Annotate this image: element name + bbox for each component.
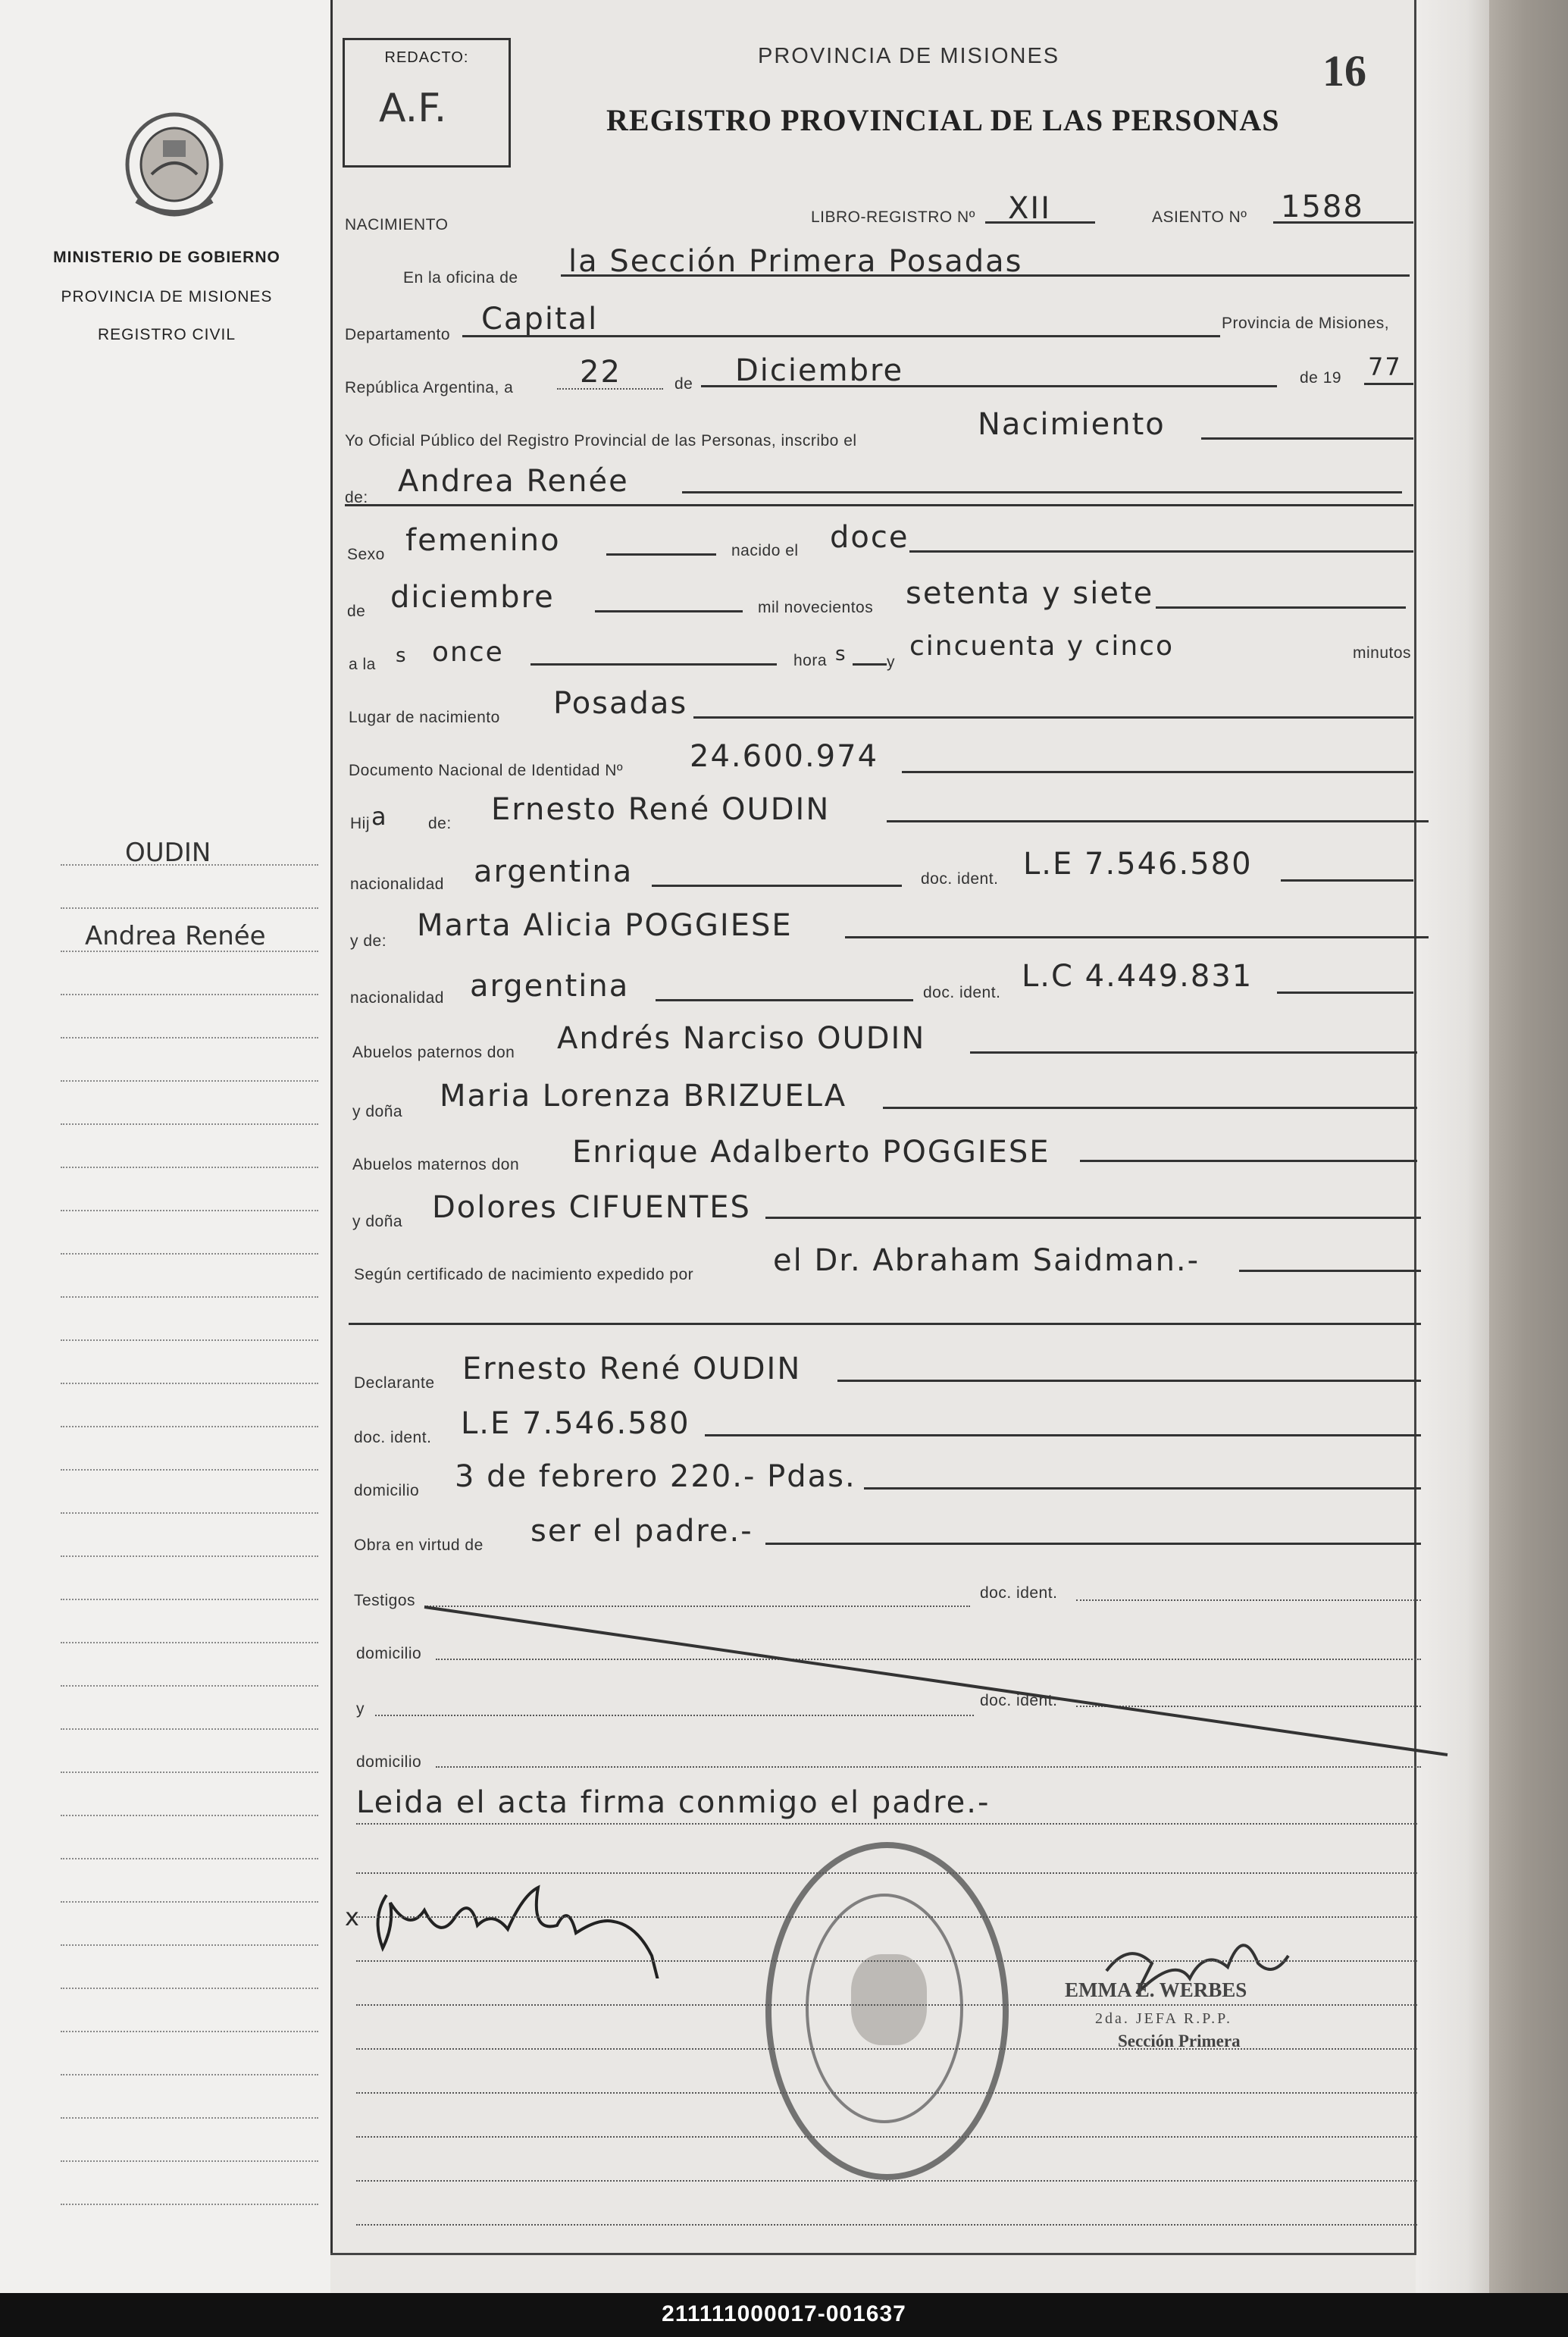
margin-ruled-line [61, 1512, 318, 1514]
form-ruled-line [356, 2136, 1417, 2138]
abuelo-mat-value: Enrique Adalberto POGGIESE [572, 1135, 1050, 1170]
obra-label: Obra en virtud de [354, 1537, 484, 1554]
sexo-value: femenino [405, 523, 561, 558]
declarante-value: Ernesto René OUDIN [462, 1352, 802, 1386]
margin-ruled-line [61, 2204, 318, 2205]
province-heading: PROVINCIA DE MISIONES [758, 44, 1060, 68]
sexo-label: Sexo [347, 546, 385, 563]
margin-ruled-line [61, 1988, 318, 1989]
abuelos-mat-label: Abuelos maternos don [352, 1156, 520, 1173]
month2-value: diciembre [390, 580, 555, 615]
day-value: 22 [580, 355, 621, 390]
month-line [701, 385, 1277, 387]
dni-line [902, 771, 1413, 773]
margin-ruled-line [61, 864, 318, 866]
name-line [682, 491, 1402, 493]
year-words-line [1156, 606, 1406, 609]
y-minutes-label: y [887, 653, 895, 671]
oficina-label: En la oficina de [403, 269, 518, 287]
form-ruled-line [356, 2224, 1417, 2226]
asiento-line [1273, 221, 1413, 224]
abuelo-pat-line [970, 1051, 1417, 1054]
margin-surname: OUDIN [125, 838, 211, 868]
margin-ruled-line [61, 1469, 318, 1471]
redacto-label: REDACTO: [384, 49, 469, 66]
form-ruled-line [356, 2092, 1417, 2094]
margin-ruled-line [61, 1642, 318, 1643]
domicilio-value: 3 de febrero 220.- Pdas. [455, 1459, 856, 1494]
mil-label: mil novecientos [758, 599, 874, 616]
father-nat-line [652, 885, 902, 887]
margin-ruled-line [61, 1858, 318, 1859]
margin-ruled-line [61, 2074, 318, 2075]
father-doc-value: L.E 7.546.580 [1023, 847, 1253, 882]
declarante-line [837, 1380, 1421, 1382]
abuela-pat-line [883, 1107, 1417, 1109]
mother-value: Marta Alicia POGGIESE [417, 908, 793, 943]
abuela-pat-value: Maria Lorenza BRIZUELA [440, 1079, 847, 1114]
month2-de-label: de [347, 603, 366, 620]
stamp-emblem-icon [851, 1954, 927, 2045]
nacido-line [909, 550, 1413, 553]
obra-line [765, 1543, 1421, 1545]
nacido-label: nacido el [731, 542, 799, 559]
margin-ruled-line [61, 1901, 318, 1903]
official-role: 2da. JEFA R.P.P. [1095, 2010, 1233, 2027]
horas-suffix-line [853, 663, 887, 666]
mother-label: y de: [350, 932, 387, 950]
mother-line [845, 936, 1429, 938]
margin-ruled-line [61, 1944, 318, 1946]
lugar-label: Lugar de nacimiento [349, 709, 500, 726]
hora-line [530, 663, 777, 666]
margin-ruled-line [61, 1426, 318, 1427]
registry-heading: REGISTRO PROVINCIAL DE LAS PERSONAS [606, 103, 1280, 137]
abuelo-mat-line [1080, 1160, 1417, 1162]
horas-suffix: s [835, 643, 847, 666]
father-nat-label: nacionalidad [350, 876, 444, 893]
margin-ruled-line [61, 1210, 318, 1211]
decl-doc-label: doc. ident. [354, 1429, 432, 1446]
mother-doc-line [1277, 992, 1413, 994]
segun-label: Según certificado de nacimiento expedido por [354, 1266, 694, 1283]
ala-suffix: s [396, 644, 408, 667]
oficial-label: Yo Oficial Público del Registro Provincial de las Personas, inscribo el [345, 432, 857, 450]
testigo-2-domicilio-label: domicilio [356, 1753, 422, 1771]
margin-ruled-line [61, 2117, 318, 2119]
mother-nat-value: argentina [470, 969, 630, 1004]
year-words-value: setenta y siete [906, 576, 1154, 611]
departamento-label: Departamento [345, 326, 451, 343]
official-section: Sección Primera [1118, 2032, 1241, 2050]
year-value: 77 [1368, 352, 1402, 381]
abuelos-pat-label: Abuelos paternos don [352, 1044, 515, 1061]
margin-ruled-line [61, 907, 318, 909]
margin-ruled-line [61, 1296, 318, 1298]
ministry-civil-registry: REGISTRO CIVIL [97, 326, 236, 343]
name-value: Andrea Renée [398, 464, 629, 499]
segun-line [1239, 1270, 1421, 1272]
oficina-line [561, 274, 1410, 277]
name-line-2 [345, 504, 1413, 506]
official-name: EMMA E. WERBES [1065, 1978, 1247, 2001]
segun-value: el Dr. Abraham Saidman.- [773, 1243, 1200, 1278]
testigo-1-doc-label: doc. ident. [980, 1584, 1058, 1602]
margin-ruled-line [61, 1685, 318, 1687]
asiento-value: 1588 [1281, 190, 1364, 224]
hora-value: once [432, 637, 504, 668]
segun-line-2 [349, 1323, 1421, 1325]
margin-ruled-line [61, 1772, 318, 1773]
abuelo-pat-value: Andrés Narciso OUDIN [557, 1021, 926, 1056]
libro-value: XII [1008, 191, 1051, 226]
folio-number: 16 [1322, 46, 1366, 96]
name-de-label: de: [345, 489, 368, 506]
day-line [557, 388, 663, 390]
redacto-box [343, 38, 511, 168]
margin-ruled-line [61, 994, 318, 995]
father-doc-label: doc. ident. [921, 870, 999, 888]
margin-divider [330, 0, 333, 2255]
form-ruled-line [356, 1872, 1417, 1874]
month2-line [595, 610, 743, 612]
ala-label: a la [349, 656, 376, 673]
official-stamp [765, 1842, 1009, 2180]
margin-ruled-line [61, 1080, 318, 1082]
oficial-value: Nacimiento [978, 407, 1166, 442]
abuela-pat-label: y doña [352, 1103, 403, 1120]
libro-label: LIBRO-REGISTRO Nº [811, 208, 975, 226]
testigo-2-label: y [356, 1700, 365, 1718]
testigos-strike-line [421, 1592, 1451, 1774]
page-edge [1416, 0, 1489, 2293]
closing-line [356, 1823, 1417, 1825]
obra-value: ser el padre.- [530, 1514, 753, 1549]
year-label: de 19 [1300, 369, 1342, 387]
province-seal-icon [121, 110, 227, 224]
form-ruled-line [356, 1960, 1417, 1962]
provincia-suffix: Provincia de Misiones, [1222, 315, 1390, 332]
redacto-initials: A.F. [379, 86, 447, 131]
lugar-value: Posadas [553, 686, 688, 721]
asiento-label: ASIENTO Nº [1152, 208, 1247, 226]
month-value: Diciembre [735, 353, 904, 388]
domicilio-label: domicilio [354, 1482, 420, 1499]
lugar-line [693, 716, 1413, 719]
decl-doc-line [705, 1434, 1421, 1436]
signature-mark: x [345, 1903, 361, 1931]
margin-ruled-line [61, 1599, 318, 1600]
record-type-label: NACIMIENTO [345, 216, 449, 233]
form-ruled-line [356, 2004, 1417, 2006]
mother-doc-label: doc. ident. [923, 984, 1001, 1001]
horas-label: hora [793, 652, 828, 669]
mother-nat-line [656, 999, 913, 1001]
hij-label: Hij [350, 815, 370, 832]
margin-given-names: Andrea Renée [85, 921, 266, 951]
minutos-label: minutos [1353, 644, 1412, 662]
form-ruled-line [356, 2048, 1417, 2050]
father-value: Ernesto René OUDIN [491, 792, 831, 827]
mother-doc-value: L.C 4.449.831 [1022, 959, 1253, 994]
departamento-value: Capital [481, 302, 599, 337]
abuela-mat-line [765, 1217, 1421, 1219]
month-de-label: de [674, 375, 693, 393]
libro-line [985, 221, 1095, 224]
dni-value: 24.600.974 [690, 739, 879, 774]
father-de-label: de: [428, 815, 452, 832]
closing-statement: Leida el acta firma conmigo el padre.- [356, 1785, 991, 1820]
testigo-1-domicilio-label: domicilio [356, 1645, 422, 1662]
margin-ruled-line [61, 1339, 318, 1341]
departamento-line [462, 335, 1220, 337]
father-nat-value: argentina [474, 854, 634, 889]
father-line [887, 820, 1429, 822]
mother-nat-label: nacionalidad [350, 989, 444, 1007]
margin-ruled-line [61, 951, 318, 952]
dni-label: Documento Nacional de Identidad Nº [349, 762, 624, 779]
margin-ruled-line [61, 1815, 318, 1816]
hij-suffix: a [371, 802, 388, 831]
ministry-name: MINISTERIO DE GOBIERNO [53, 249, 280, 266]
oficial-line [1201, 437, 1413, 440]
margin-ruled-line [61, 1167, 318, 1168]
margin-ruled-line [61, 1253, 318, 1255]
domicilio-line [864, 1487, 1421, 1490]
decl-doc-value: L.E 7.546.580 [461, 1406, 690, 1441]
form-ruled-line [356, 1916, 1417, 1918]
year-line [1364, 383, 1413, 385]
abuela-mat-label: y doña [352, 1213, 403, 1230]
declarante-label: Declarante [354, 1374, 435, 1392]
margin-ruled-line [61, 1123, 318, 1125]
margin-ruled-line [61, 1728, 318, 1730]
book-binding [1489, 0, 1568, 2293]
form-border-bottom [330, 2253, 1416, 2255]
ministry-province: PROVINCIA DE MISIONES [61, 288, 273, 305]
abuela-mat-value: Dolores CIFUENTES [432, 1190, 751, 1225]
margin-ruled-line [61, 1555, 318, 1557]
testigos-label: Testigos [354, 1592, 416, 1609]
margin-ruled-line [61, 2031, 318, 2032]
nacido-value: doce [830, 520, 909, 555]
testigo-2-doc-label: doc. ident. [980, 1692, 1058, 1709]
margin-ruled-line [61, 2160, 318, 2162]
margin-ruled-line [61, 1037, 318, 1038]
document-code: 211111000017-001637 [662, 2301, 906, 2326]
sexo-line [606, 553, 716, 556]
father-doc-line [1281, 879, 1413, 882]
republica-label: República Argentina, a [345, 379, 514, 396]
form-ruled-line [356, 2180, 1417, 2182]
margin-ruled-line [61, 1383, 318, 1384]
minutos-value: cincuenta y cinco [909, 631, 1174, 662]
oficina-value: la Sección Primera Posadas [568, 244, 1023, 279]
